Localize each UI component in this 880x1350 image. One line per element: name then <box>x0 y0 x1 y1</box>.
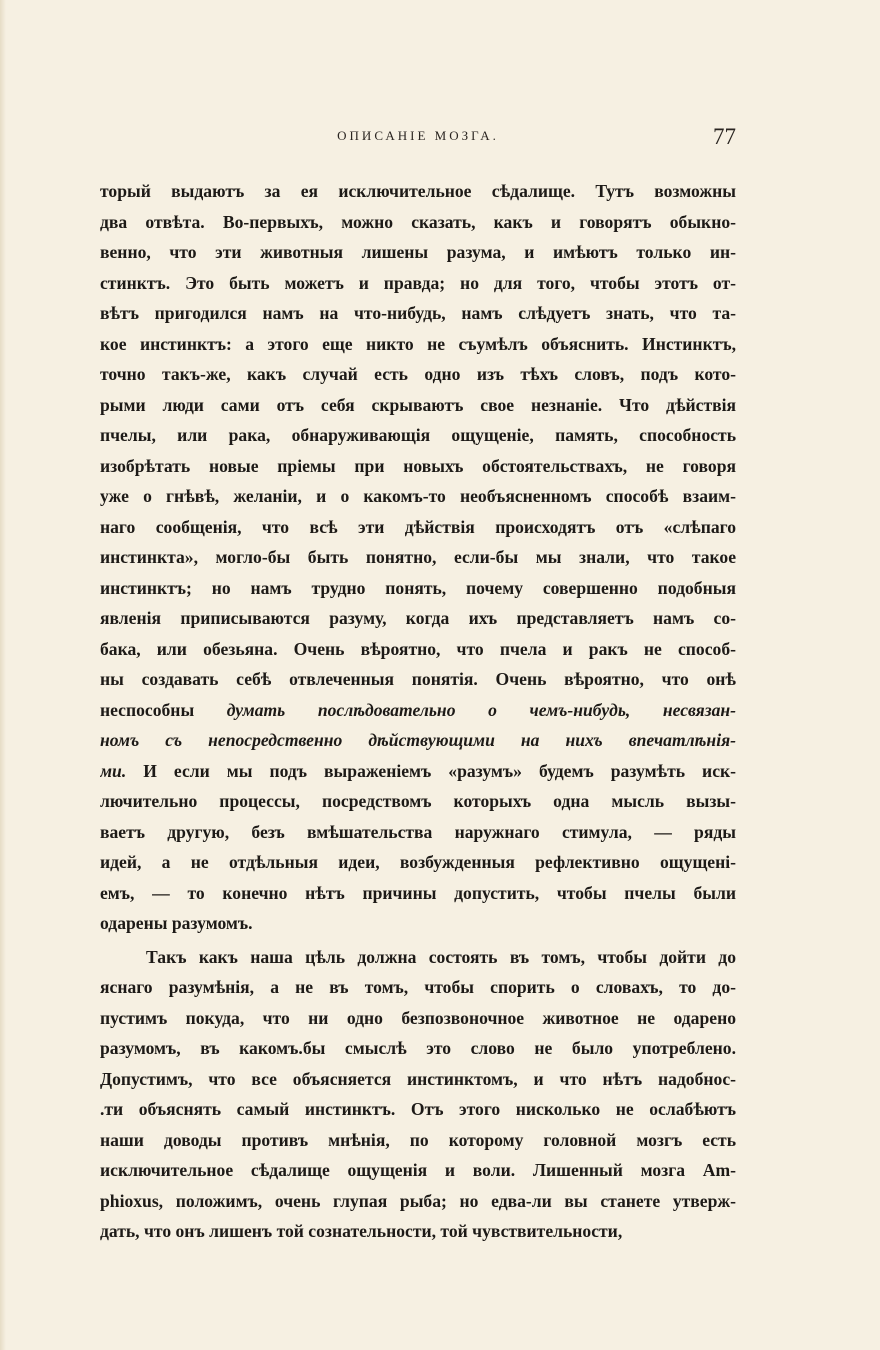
text-span: phioxus, положимъ, очень глупая рыба; но едва-ли вы станете утверж- <box>100 1190 736 1211</box>
text-span: изобрѣтать новые пріемы при новыхъ обстоятельствахъ, не говоря <box>100 455 736 476</box>
text-line <box>100 1125 736 1156</box>
running-head <box>100 124 736 154</box>
text-span: наши доводы противъ мнѣнія, по которому головной мозгъ есть <box>100 1129 736 1150</box>
text-line <box>100 786 736 817</box>
paragraph <box>100 942 736 1247</box>
text-line <box>100 695 736 726</box>
text-span: идей, а не отдѣльныя идеи, возбужденныя рефлективно ощущені- <box>100 852 736 872</box>
text-span: И если мы подъ выраженіемъ «разумъ» будемъ разумѣть иск- <box>126 760 736 781</box>
text-span: неспособны <box>100 699 227 720</box>
text-span: разумомъ, въ какомъ.бы смыслѣ это слово не было употреблено. <box>100 1038 736 1058</box>
text-line <box>100 451 736 482</box>
text-line <box>100 942 736 973</box>
italic-text-span: номъ съ непосредственно дѣйствующими на нихъ впечатлѣнія- <box>100 730 736 750</box>
text-span: Допустимъ, что все объясняется инстинктомъ, и что нѣтъ надобнос- <box>100 1068 736 1089</box>
text-span: пчелы, или рака, обнаруживающія ощущеніе, память, способность <box>100 425 736 445</box>
text-line <box>100 481 736 512</box>
text-line <box>100 817 736 848</box>
text-line <box>100 207 736 238</box>
text-line <box>100 1216 736 1247</box>
text-span: наго сообщенія, что всѣ эти дѣйствія происходятъ отъ «слѣпаго <box>100 516 736 537</box>
text-line <box>100 908 736 939</box>
text-span: торый выдаютъ за ея исключительное сѣдалище. Тутъ возможны <box>100 181 736 201</box>
text-line <box>100 725 736 756</box>
text-line <box>100 664 736 695</box>
text-span: ваетъ другую, безъ вмѣшательства наружнаго стимула, — ряды <box>100 821 736 842</box>
text-line <box>100 1094 736 1125</box>
text-line <box>100 176 736 207</box>
text-line <box>100 420 736 451</box>
text-line <box>100 298 736 329</box>
paragraph <box>100 176 736 939</box>
text-span: вѣтъ пригодился намъ на что-нибудь, намъ слѣдуетъ знать, что та- <box>100 303 736 323</box>
text-span: точно такъ-же, какъ случай есть одно изъ тѣхъ словъ, подъ кото- <box>100 364 736 384</box>
text-span: Такъ какъ наша цѣль должна состоять въ томъ, чтобы дойти до <box>146 946 736 967</box>
text-line <box>100 603 736 634</box>
text-line <box>100 390 736 421</box>
text-span: два отвѣта. Во-первыхъ, можно сказать, какъ и говорятъ обыкно- <box>100 211 736 232</box>
text-span: рыми люди сами отъ себя скрываютъ свое незнаніе. Что дѣйствія <box>100 394 736 415</box>
text-line <box>100 847 736 878</box>
text-line <box>100 1003 736 1034</box>
page-edge-shadow <box>0 0 6 1350</box>
italic-text-span: ми. <box>100 760 127 781</box>
text-span: явленія приписываются разуму, когда ихъ представляетъ намъ со- <box>100 608 736 628</box>
text-line <box>100 1033 736 1064</box>
text-line <box>100 1155 736 1186</box>
text-span: венно, что эти животныя лишены разума, и имѣютъ только ин- <box>100 242 736 262</box>
text-span: бака, или обезьяна. Очень вѣроятно, что пчела и ракъ не способ- <box>100 638 736 659</box>
text-line <box>100 756 736 787</box>
text-span: уже о гнѣвѣ, желаніи, и о какомъ-то необъясненномъ способѣ взаим- <box>100 486 736 506</box>
text-span: ны создавать себѣ отвлеченныя понятія. Очень вѣроятно, что онѣ <box>100 669 736 689</box>
text-line <box>100 634 736 665</box>
text-line <box>100 237 736 268</box>
text-span: исключительное сѣдалище ощущенія и воли. Лишенный мозга Am- <box>100 1160 736 1180</box>
italic-text-span: думать послѣдовательно о чемъ-нибудь, несвязан- <box>226 699 736 720</box>
text-span: яснаго разумѣнія, а не въ томъ, чтобы спорить о словахъ, то до- <box>100 977 736 997</box>
text-span: инстинкта», могло-бы быть понятно, если-бы мы знали, что такое <box>100 547 736 567</box>
text-line <box>100 542 736 573</box>
text-line <box>100 878 736 909</box>
text-line <box>100 1186 736 1217</box>
text-span: инстинктъ; но намъ трудно понять, почему совершенно подобныя <box>100 577 736 598</box>
text-line <box>100 972 736 1003</box>
text-line <box>100 329 736 360</box>
running-title: ОПИСАНІЕ МОЗГА. <box>337 128 499 143</box>
text-line <box>100 359 736 390</box>
text-line <box>100 512 736 543</box>
text-span: лючительно процессы, посредствомъ которыхъ одна мысль вызы- <box>100 791 736 811</box>
text-span: стинктъ. Это быть можетъ и правда; но для того, чтобы этотъ от- <box>100 272 736 293</box>
text-span: одарены разумомъ. <box>100 913 253 933</box>
text-line <box>100 268 736 299</box>
text-span: дать, что онъ лишенъ той сознательности, той чувствительности, <box>100 1221 623 1241</box>
text-line <box>100 1064 736 1095</box>
body-text <box>100 176 736 1247</box>
text-line <box>100 573 736 604</box>
text-span: кое инстинктъ: а этого еще никто не съумѣлъ объяснить. Инстинктъ, <box>100 333 736 354</box>
text-span: пустимъ покуда, что ни одно безпозвоночное животное не одарено <box>100 1007 736 1028</box>
page-number: 77 <box>713 124 736 149</box>
text-span: .ти объяснять самый инстинктъ. Отъ этого нисколько не ослабѣютъ <box>100 1099 736 1119</box>
text-span: емъ, — то конечно нѣтъ причины допустить, чтобы пчелы были <box>100 882 736 903</box>
